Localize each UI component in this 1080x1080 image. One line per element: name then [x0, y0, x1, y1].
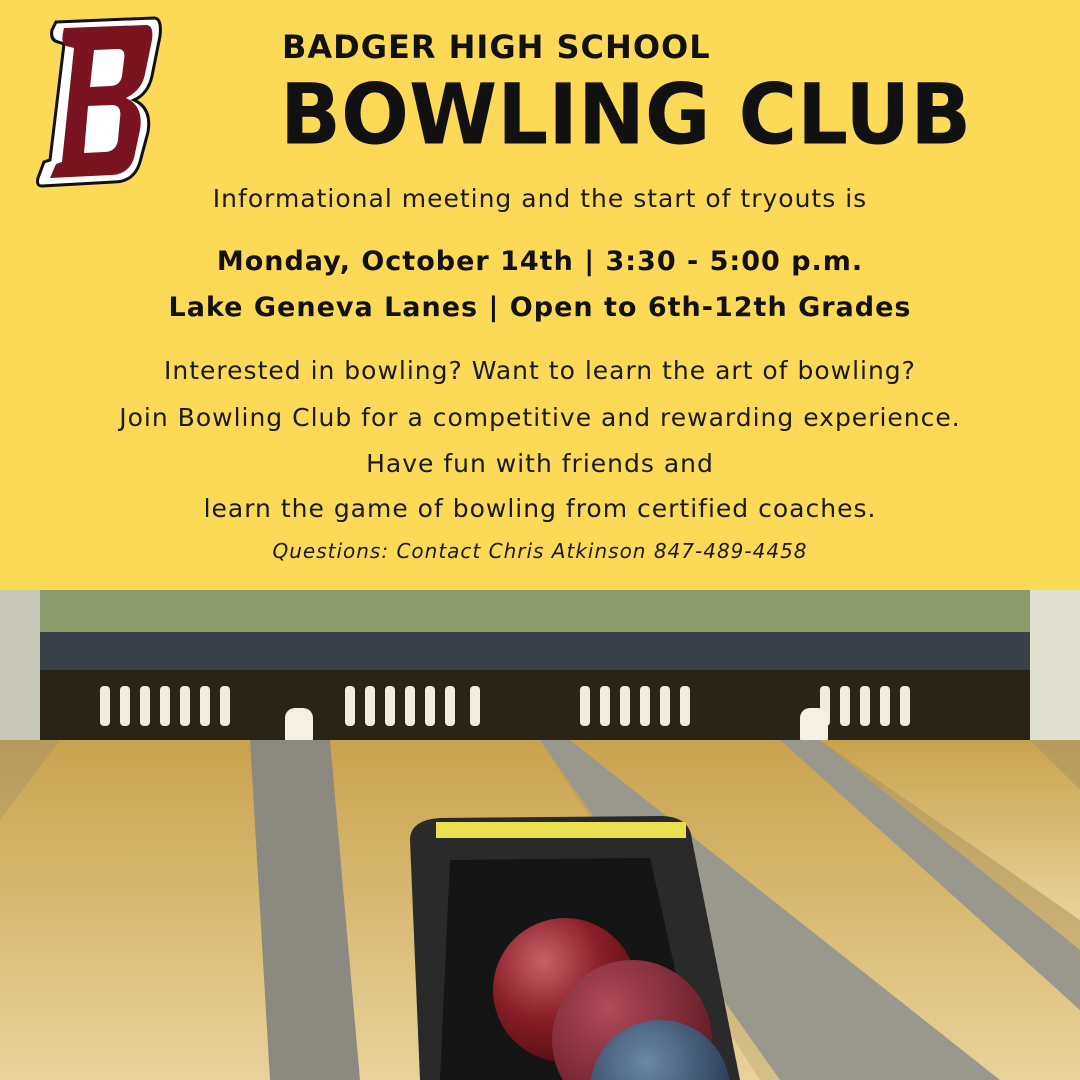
meeting-location-grades: Lake Geneva Lanes | Open to 6th-12th Grades — [168, 292, 912, 323]
body-line-4: learn the game of bowling from certified coaches. — [203, 494, 877, 523]
school-name: BADGER HIGH SCHOOL — [282, 28, 711, 66]
body-line-3: Have fun with friends and — [366, 449, 714, 478]
badger-b-logo — [36, 14, 166, 189]
bowling-alley-illustration — [0, 590, 1080, 1080]
intro-text: Informational meeting and the start of tryouts is — [212, 184, 868, 213]
body-line-2: Join Bowling Club for a competitive and rewarding experience. — [119, 403, 961, 432]
body-line-1: Interested in bowling? Want to learn the art of bowling? — [164, 356, 916, 385]
contact-info: Questions: Contact Chris Atkinson 847-489-4458 — [272, 539, 808, 563]
meeting-date-time: Monday, October 14th | 3:30 - 5:00 p.m. — [216, 246, 864, 277]
bowling-alley-photo — [0, 590, 1080, 1080]
club-title: BOWLING CLUB — [280, 66, 972, 164]
